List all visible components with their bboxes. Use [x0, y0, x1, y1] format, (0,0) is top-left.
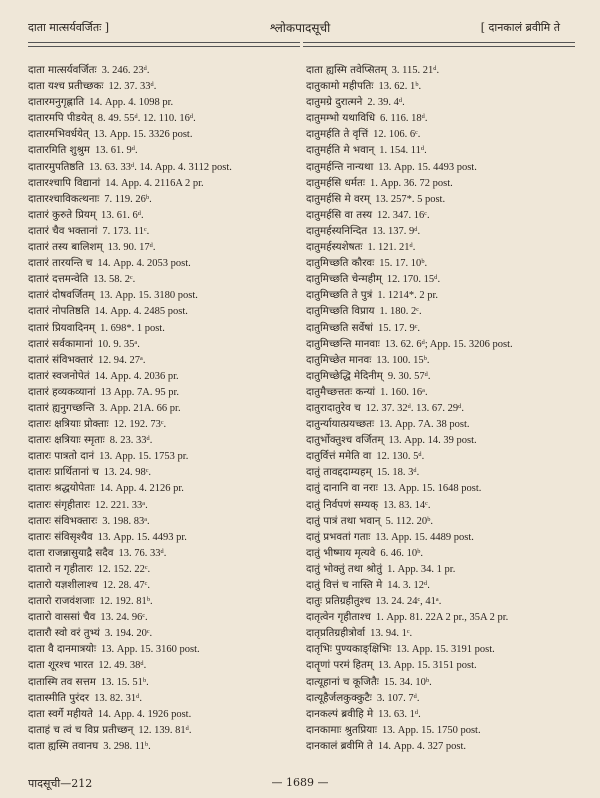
- verse-pada: दातॄणां परमं हितम्: [306, 659, 374, 672]
- index-entry: [306, 223, 596, 239]
- verse-reference: 13. App. 15. 4493 post.: [378, 161, 477, 173]
- index-entry: [306, 480, 596, 496]
- verse-reference: 3. 298. 11ᵇ.: [103, 740, 151, 752]
- verse-pada: दातुं तावद्ददाम्यहम्: [306, 466, 372, 479]
- index-entry: [306, 207, 596, 223]
- index-entry: [306, 78, 596, 94]
- verse-reference: 12. 347. 16ᶜ.: [377, 209, 430, 221]
- index-entry: [28, 110, 300, 126]
- index-entry: [306, 545, 596, 561]
- verse-reference: 13. 257*. 5 post.: [375, 193, 446, 205]
- verse-reference: 12. 221. 33ᵃ.: [94, 499, 148, 511]
- verse-pada: दातुरादातुरेव च: [306, 401, 361, 414]
- verse-reference: 10. 9. 35ᵃ.: [97, 338, 140, 350]
- index-entry: [306, 320, 596, 336]
- verse-reference: 13 App. 7A. 95 pr.: [100, 386, 180, 398]
- verse-pada: दातुं पात्रं तथा भवान्: [306, 514, 381, 527]
- verse-pada: दातुं भीष्माय मृत्यवे: [306, 546, 376, 559]
- verse-pada: दातास्मीति पुरंदर: [28, 691, 90, 704]
- verse-reference: 7. 119. 26ᵇ.: [104, 193, 152, 205]
- verse-reference: 14. App. 4. 327 post.: [377, 740, 467, 752]
- verse-reference: 1. 154. 11ᵈ.: [379, 145, 427, 157]
- index-entry: [28, 271, 300, 287]
- verse-pada: दातुं वित्तं च नास्ति मे: [306, 579, 383, 591]
- verse-reference: 8. 23. 33ᵈ.: [109, 435, 153, 447]
- footer-section-label: पादसूची—212: [28, 777, 93, 790]
- verse-pada: दातुं प्रभवतां गताः: [306, 530, 371, 543]
- index-entry: [306, 287, 596, 303]
- index-entry: [28, 641, 300, 657]
- verse-reference: 1. 1214*. 2 pr.: [377, 290, 438, 302]
- index-entry: [306, 159, 596, 175]
- index-entry: [28, 722, 300, 738]
- verse-reference: 12. 37. 32ᵈ. 13. 67. 29ᵈ.: [365, 402, 465, 414]
- verse-reference: 13. App. 15. 1750 post.: [382, 724, 481, 736]
- index-entry: [28, 561, 300, 577]
- verse-pada: दानकल्पं ब्रवीहि मे: [306, 707, 374, 720]
- verse-pada: दातारो यज्ञशीलाश्च: [28, 579, 98, 591]
- verse-reference: 3. 115. 21ᵈ.: [391, 65, 440, 76]
- index-entry: [306, 432, 596, 448]
- verse-pada: दातुमिच्छति चेन्महीम्: [306, 273, 382, 286]
- verse-pada: दातारं संविभक्तारं: [28, 353, 94, 366]
- verse-reference: 13. 63. 1ᵈ.: [378, 708, 421, 720]
- index-entry: [306, 239, 596, 255]
- running-head-left: दाता मात्सर्यवर्जितः ]: [28, 21, 110, 34]
- index-entry: [306, 336, 596, 352]
- verse-reference: 14. App. 4. 2116A 2 pr.: [105, 177, 204, 189]
- verse-reference: 13. 82. 31ᵈ.: [94, 692, 142, 704]
- verse-reference: 15. 18. 3ᵈ.: [376, 467, 420, 479]
- verse-pada: दाता मात्सर्यवर्जितः: [28, 64, 97, 76]
- verse-reference: 13. 62. 6ᵈ; App. 15. 3206 post.: [384, 338, 513, 350]
- verse-reference: 12. 28. 47ᶜ.: [102, 580, 150, 591]
- verse-reference: 3. App. 21A. 66 pr.: [99, 402, 181, 414]
- verse-pada: दात्यूहैर्जलकुक्कुटैः: [306, 691, 372, 704]
- verse-pada: दातारं ह्यनुगच्छन्ति: [28, 401, 95, 414]
- verse-pada: दाता वै दानमात्रयोः: [28, 643, 97, 656]
- verse-reference: 1. 698*. 1 post.: [100, 322, 165, 334]
- index-entry: [28, 336, 300, 352]
- verse-pada: दाता ह्यस्मि तवानघ: [28, 739, 99, 752]
- index-entry: [306, 255, 596, 271]
- verse-pada: दाता स्वर्गे महीयते: [28, 707, 93, 720]
- verse-reference: 13. 61. 9ᵈ.: [94, 145, 138, 157]
- verse-pada: दातुर्भोक्तुश्च वर्जितम्: [306, 434, 384, 447]
- verse-reference: 13. 58. 2ᶜ.: [93, 274, 136, 286]
- index-entry: [28, 545, 300, 561]
- verse-reference: 12. 49. 38ᵈ.: [98, 660, 147, 672]
- verse-reference: 13. App. 15. 3326 post.: [93, 129, 193, 141]
- verse-pada: दाता शूरश्च भारत: [28, 659, 94, 672]
- index-entry: [306, 625, 596, 641]
- verse-pada: दातारश्चाविकत्थनाः: [28, 192, 100, 205]
- verse-pada: दातारो वाससां चैव: [28, 611, 96, 624]
- verse-pada: दातुर्वित्तं ममेति वा: [306, 450, 372, 463]
- verse-reference: 13. 24. 98ᶜ.: [103, 467, 152, 479]
- verse-reference: 15. 17. 9ᶜ.: [377, 322, 421, 334]
- verse-pada: दाताहं च त्वं च विप्र प्रतीच्छन्: [28, 723, 134, 736]
- verse-pada: दातुर्न्यायात्प्रयच्छतः: [306, 418, 375, 431]
- verse-pada: दानकामाः श्रुतप्रियाः: [306, 723, 378, 736]
- index-entry: [306, 722, 596, 738]
- index-entry: [28, 142, 300, 158]
- verse-pada: दातारं स्वजनोपेतं: [28, 369, 90, 382]
- verse-reference: 6. 46. 10ᵇ.: [380, 547, 423, 559]
- verse-pada: दातारः क्षत्रियाः स्मृताः: [28, 434, 105, 447]
- index-entry: [306, 674, 596, 690]
- verse-pada: दातुं दानानि वा नराः: [306, 482, 378, 495]
- verse-reference: 12. 192. 73ᶜ.: [113, 419, 167, 431]
- verse-pada: दातुमिच्छति कौरवः: [306, 257, 375, 270]
- index-entry: [28, 175, 300, 191]
- verse-reference: 12. 170. 15ᵈ.: [386, 274, 441, 286]
- verse-pada: दातुमम्भो यथाविधि: [306, 112, 376, 125]
- index-column-right: [306, 62, 596, 754]
- verse-pada: दाता यश्च प्रतीच्छकः: [28, 80, 104, 93]
- index-entry: [306, 577, 596, 593]
- verse-pada: दानकालं ब्रवीमि ते: [306, 739, 373, 752]
- verse-reference: 12. 106. 6ᶜ.: [373, 129, 421, 141]
- verse-pada: दातारं प्रियवादिनम्: [28, 321, 96, 334]
- verse-pada: दात्यूहानां च कूजितैः: [306, 675, 379, 688]
- verse-reference: 8. 49. 55ᵈ. 12. 110. 16ᵈ.: [97, 113, 196, 125]
- verse-pada: दातुमिच्छेद्धि मेदिनीम्: [306, 369, 383, 382]
- index-entry: [306, 593, 596, 609]
- verse-reference: 13. 62. 1ᵇ.: [378, 81, 422, 93]
- verse-reference: 13. App. 15. 4493 pr.: [97, 531, 187, 543]
- verse-reference: 3. 246. 23ᵈ.: [101, 65, 150, 76]
- verse-reference: 1. 121. 21ᵈ.: [367, 242, 416, 254]
- verse-pada: दातुमिच्छेत मानवः: [306, 353, 372, 366]
- index-entry: [306, 368, 596, 384]
- index-entry: [28, 497, 300, 513]
- index-entry: [28, 480, 300, 496]
- verse-reference: 5. 112. 20ᵇ.: [385, 515, 433, 527]
- index-entry: [306, 609, 596, 625]
- index-entry: [306, 62, 596, 78]
- verse-pada: दाता राजन्नासुयाद्रै सदैव: [28, 546, 114, 559]
- index-entry: [28, 303, 300, 319]
- verse-pada: दातारः संविभक्तारः: [28, 514, 98, 527]
- verse-pada: दातारं दोषवर्जितम्: [28, 289, 95, 302]
- index-entry: [28, 657, 300, 673]
- verse-pada: दातारः प्रार्थितानां च: [28, 466, 99, 479]
- verse-pada: दातारं तारयन्ति च: [28, 257, 93, 270]
- verse-reference: 14. App. 4. 1098 pr.: [89, 97, 174, 109]
- verse-reference: 3. 194. 20ᶜ.: [104, 628, 153, 640]
- index-entry: [28, 126, 300, 142]
- verse-reference: 1. App. 36. 72 post.: [369, 177, 453, 189]
- index-entry: [28, 625, 300, 641]
- index-entry: [28, 577, 300, 593]
- verse-pada: दातारः श्रद्धयोपेताः: [28, 482, 95, 495]
- verse-pada: दातारं दत्तमन्वेति: [28, 273, 89, 286]
- verse-pada: दातारं नोपतिष्ठति: [28, 305, 90, 318]
- verse-pada: दातारं हव्यकव्यानां: [28, 385, 96, 398]
- verse-pada: दातारः पात्रतो दानं: [28, 450, 95, 463]
- verse-reference: 12. 130. 5ᵈ.: [376, 451, 425, 463]
- verse-pada: दातारमपि पीडयेत्: [28, 112, 93, 125]
- index-entry: [28, 287, 300, 303]
- index-entry: [306, 303, 596, 319]
- index-entry: [28, 255, 300, 271]
- verse-reference: 13. App. 15. 3160 post.: [101, 644, 200, 656]
- index-entry: [306, 191, 596, 207]
- verse-pada: दातुमर्हस्यशेषतः: [306, 241, 363, 254]
- index-entry: [306, 271, 596, 287]
- index-entry: [306, 175, 596, 191]
- verse-reference: 13. 90. 17ᵈ.: [107, 242, 156, 254]
- verse-pada: दातुमर्हसि वा तस्य: [306, 208, 373, 221]
- verse-pada: दातारः क्षत्रियाः प्रोक्ताः: [28, 418, 109, 431]
- index-entry: [28, 400, 300, 416]
- verse-reference: 13. 137. 9ᵈ.: [372, 225, 421, 237]
- index-entry: [28, 529, 300, 545]
- verse-pada: दातास्मि तव सत्तम: [28, 675, 96, 688]
- verse-reference: 14. App. 4. 2485 post.: [94, 306, 188, 318]
- verse-reference: 2. 39. 4ᵈ.: [367, 97, 405, 109]
- verse-pada: दातारमनुगृह्णाति: [28, 96, 85, 109]
- verse-reference: 9. 30. 57ᵈ.: [387, 370, 431, 382]
- index-entry: [28, 464, 300, 480]
- verse-pada: दातुमैच्छत्ततः कन्यां: [306, 385, 376, 398]
- verse-reference: 13. App. 15. 1753 pr.: [99, 451, 189, 463]
- verse-reference: 1. 180. 2ᶜ.: [379, 306, 422, 318]
- page-number: — 1689 —: [271, 776, 329, 789]
- verse-pada: दातुमर्हन्ति नान्यथा: [306, 160, 374, 173]
- verse-reference: 13. 94. 1ᶜ.: [370, 628, 413, 640]
- verse-pada: दातारो राजवंशजाः: [28, 595, 95, 608]
- verse-pada: दातुं भोक्तुं तथा श्रोतुं: [306, 562, 383, 575]
- verse-pada: दातारः संविसृश्यैव: [28, 530, 93, 543]
- verse-reference: 13. 24. 24ᶜ, 41ᵃ.: [375, 596, 442, 608]
- index-entry: [28, 593, 300, 609]
- verse-reference: 12. 94. 27ᵃ.: [98, 354, 146, 366]
- index-entry: [28, 62, 300, 78]
- verse-pada: दातारमुपतिष्ठति: [28, 160, 85, 173]
- verse-pada: दातारमभिवर्धयेत्: [28, 128, 89, 141]
- verse-reference: 13. 76. 33ᵈ.: [118, 547, 167, 559]
- verse-reference: 13. App. 15. 3180 post.: [99, 290, 198, 302]
- index-entry: [28, 223, 300, 239]
- verse-pada: दातुमर्हसि मे वरम्: [306, 192, 371, 205]
- index-entry: [28, 94, 300, 110]
- verse-pada: दातारं कुरुते प्रियम्: [28, 208, 97, 221]
- verse-reference: 15. 34. 10ᵇ.: [383, 676, 432, 688]
- verse-reference: 15. 17. 10ᵇ.: [379, 258, 428, 270]
- index-entry: [306, 690, 596, 706]
- index-entry: [28, 690, 300, 706]
- index-entry: [306, 738, 596, 754]
- index-entry: [306, 706, 596, 722]
- verse-reference: 6. 116. 18ᵈ.: [380, 113, 428, 125]
- index-entry: [28, 159, 300, 175]
- verse-reference: 12. 139. 81ᵈ.: [138, 724, 192, 736]
- verse-reference: 1. App. 81. 22A 2 pr., 35A 2 pr.: [375, 612, 509, 624]
- index-entry: [28, 239, 300, 255]
- index-entry: [306, 384, 596, 400]
- header-rule-left: [28, 42, 300, 47]
- verse-pada: दातुमर्हति ते वृत्तिं: [306, 128, 369, 141]
- verse-pada: दातारं चैव भक्तानां: [28, 224, 98, 237]
- verse-reference: 13. 83. 14ᶜ.: [383, 499, 431, 511]
- verse-pada: दातुमिच्छन्ति मानवाः: [306, 337, 380, 350]
- verse-reference: 13. App. 15. 3151 post.: [378, 660, 477, 672]
- verse-reference: 14. App. 4. 2036 pr.: [94, 370, 179, 382]
- verse-reference: 3. 107. 7ᵈ.: [376, 692, 420, 704]
- verse-pada: दाता ह्यस्मि तवेप्सितम्: [306, 64, 387, 76]
- verse-pada: दातुमर्हसि धर्मतः: [306, 176, 365, 189]
- index-entry: [306, 641, 596, 657]
- index-entry: [28, 609, 300, 625]
- index-entry: [306, 529, 596, 545]
- index-entry: [306, 416, 596, 432]
- verse-reference: 13. App. 15. 4489 post.: [375, 531, 474, 543]
- verse-pada: दातुमर्हस्यनिन्दित: [306, 224, 368, 237]
- verse-pada: दातारमिति शुश्रुम: [28, 144, 90, 157]
- index-entry: [28, 78, 300, 94]
- verse-reference: 12. 37. 33ᵈ.: [108, 81, 157, 93]
- verse-reference: 13. 15. 51ᵇ.: [100, 676, 149, 688]
- verse-reference: 13. App. 15. 3191 post.: [396, 644, 495, 656]
- index-entry: [306, 400, 596, 416]
- verse-pada: दातृभिः पुण्यकाङ्क्षिभिः: [306, 643, 392, 656]
- verse-pada: दातुमर्हति मे भवान्: [306, 144, 375, 157]
- verse-reference: 14. App. 4. 2126 pr.: [99, 483, 184, 495]
- index-entry: [306, 464, 596, 480]
- index-entry: [28, 448, 300, 464]
- index-entry: [28, 432, 300, 448]
- verse-pada: दातारः संगृहीतारः: [28, 498, 90, 511]
- running-head-right: [ दानकालं ब्रवीमि ते: [480, 21, 560, 34]
- index-entry: [306, 448, 596, 464]
- index-entry: [28, 513, 300, 529]
- verse-reference: 3. 198. 83ᵃ.: [102, 515, 150, 527]
- verse-reference: 13. 61. 6ᵈ.: [101, 209, 144, 221]
- verse-reference: 14. App. 4. 2053 post.: [97, 258, 191, 270]
- verse-pada: दातुमग्रे दुरात्मने: [306, 96, 363, 109]
- verse-reference: 13. 24. 96ᶜ.: [100, 612, 148, 624]
- index-entry: [306, 126, 596, 142]
- index-entry: [28, 191, 300, 207]
- verse-pada: दातारं सर्वकामानां: [28, 337, 93, 350]
- verse-pada: दातृप्रतिग्रहीत्रोर्वा: [306, 627, 366, 640]
- verse-reference: 1. 160. 16ᵃ.: [380, 386, 428, 398]
- index-entry: [28, 320, 300, 336]
- index-entry: [306, 94, 596, 110]
- index-entry: [306, 657, 596, 673]
- index-entry: [306, 561, 596, 577]
- verse-reference: 13. App. 15. 1648 post.: [382, 483, 482, 495]
- verse-reference: 1. App. 34. 1 pr.: [387, 563, 456, 575]
- index-entry: [28, 706, 300, 722]
- verse-reference: 13. 100. 15ᵇ.: [376, 354, 430, 366]
- verse-reference: 12. 152. 22ᶜ.: [97, 563, 151, 575]
- index-entry: [28, 674, 300, 690]
- verse-pada: दातारं तस्य बालिशम्: [28, 241, 103, 254]
- index-entry: [28, 368, 300, 384]
- verse-pada: दातृत्वेन गृहीताश्च: [306, 611, 371, 624]
- verse-reference: 7. 173. 11ᶜ.: [102, 225, 150, 237]
- verse-reference: 12. 192. 81ᵇ.: [99, 596, 153, 608]
- index-entry: [28, 384, 300, 400]
- verse-reference: 13. App. 14. 39 post.: [388, 435, 477, 447]
- index-entry: [306, 352, 596, 368]
- verse-pada: दातारश्चापि विद्यानां: [28, 176, 101, 189]
- index-entry: [28, 416, 300, 432]
- verse-reference: 14. 3. 12ᵈ.: [387, 580, 430, 591]
- index-column-left: [28, 62, 300, 754]
- verse-pada: दातुं निर्वपणं सम्यक्: [306, 498, 379, 511]
- page-title: श्लोकपादसूची: [269, 21, 331, 35]
- verse-pada: दातुकामो महीपतिः: [306, 80, 374, 93]
- index-entry: [306, 110, 596, 126]
- verse-reference: 13. App. 7A. 38 post.: [379, 419, 470, 431]
- verse-pada: दातुमिच्छति विप्राय: [306, 305, 375, 318]
- header-rule-right: [303, 42, 575, 47]
- verse-reference: 13. 63. 33ᵈ. 14. App. 4. 3112 post.: [89, 161, 232, 173]
- verse-pada: दातुः प्रतिग्रहीतुश्च: [306, 595, 371, 608]
- index-entry: [28, 207, 300, 223]
- index-entry: [306, 513, 596, 529]
- index-entry: [306, 497, 596, 513]
- verse-pada: दातुमिच्छति सर्वेषां: [306, 321, 373, 334]
- index-entry: [28, 738, 300, 754]
- verse-reference: 14. App. 4. 1926 post.: [97, 708, 192, 720]
- verse-pada: दातारौ स्वो वरं तुभ्यं: [28, 627, 100, 640]
- index-entry: [306, 142, 596, 158]
- index-entry: [28, 352, 300, 368]
- verse-pada: दातारो न गृहीतारः: [28, 562, 93, 575]
- verse-pada: दातुमिच्छति ते पुत्रं: [306, 289, 373, 302]
